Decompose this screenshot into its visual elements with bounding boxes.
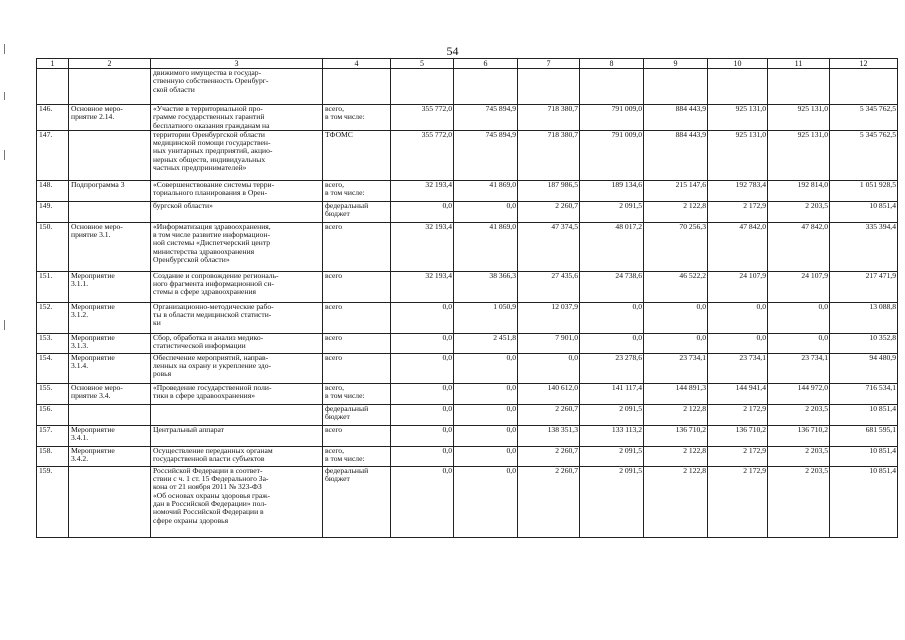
program-content-cell: бургской области» — [151, 201, 323, 222]
value-cell: 189 134,6 — [580, 180, 644, 201]
value-cell: 2 091,5 — [580, 446, 644, 466]
value-cell: 716 534,1 — [830, 383, 898, 404]
column-header: 12 — [830, 59, 898, 69]
value-cell: 745 894,9 — [454, 130, 518, 180]
value-cell: 0,0 — [454, 466, 518, 537]
program-name-cell: Основное меро- приятие 3.4. — [69, 383, 151, 404]
table-row — [37, 69, 898, 105]
column-header: 10 — [708, 59, 768, 69]
value-cell: 2 122,8 — [644, 446, 708, 466]
row-number-cell: 148. — [37, 180, 69, 201]
value-cell: 217 471,9 — [830, 271, 898, 302]
value-cell: 925 131,0 — [768, 105, 830, 131]
value-cell: 0,0 — [518, 353, 580, 383]
value-cell: 192 814,0 — [768, 180, 830, 201]
value-cell: 10 352,8 — [830, 333, 898, 353]
row-number-cell: 154. — [37, 353, 69, 383]
value-cell — [644, 69, 708, 105]
value-cell: 2 172,9 — [708, 466, 768, 537]
funding-source-cell: всего, в том числе: — [323, 446, 391, 466]
table-row — [37, 130, 898, 180]
funding-source-cell — [323, 69, 391, 105]
row-number-cell: 151. — [37, 271, 69, 302]
value-cell: 136 710,2 — [768, 425, 830, 446]
value-cell: 94 480,9 — [830, 353, 898, 383]
value-cell: 0,0 — [391, 425, 454, 446]
value-cell — [391, 69, 454, 105]
value-cell: 10 851,4 — [830, 201, 898, 222]
program-content-cell: Организационно-методические рабо- ты в области медицинской статисти- ки — [151, 302, 323, 333]
funding-source-cell: всего, в том числе: — [323, 383, 391, 404]
column-number-row — [37, 59, 898, 69]
funding-source-cell: всего, в том числе: — [323, 105, 391, 131]
table-row — [37, 333, 898, 353]
value-cell: 1 050,9 — [454, 302, 518, 333]
table-row — [37, 302, 898, 333]
value-cell: 0,0 — [391, 383, 454, 404]
table-row — [37, 425, 898, 446]
value-cell: 2 203,5 — [768, 404, 830, 425]
funding-source-cell: федеральный бюджет — [323, 201, 391, 222]
value-cell: 133 113,2 — [580, 425, 644, 446]
value-cell: 0,0 — [768, 302, 830, 333]
row-number-cell: 158. — [37, 446, 69, 466]
value-cell: 41 869,0 — [454, 180, 518, 201]
value-cell: 47 842,0 — [768, 222, 830, 271]
program-content-cell: территории Оренбургской области медицинской помощи государствен- ных унитарных предприятий, акцио- нерных обществ, индивидуальных частных предпринимателей» — [151, 130, 323, 180]
value-cell: 23 734,1 — [768, 353, 830, 383]
value-cell — [768, 69, 830, 105]
value-cell: 0,0 — [708, 333, 768, 353]
value-cell: 884 443,9 — [644, 105, 708, 131]
funding-source-cell: федеральный бюджет — [323, 404, 391, 425]
row-number-cell: 157. — [37, 425, 69, 446]
program-name-cell: Мероприятие 3.1.3. — [69, 333, 151, 353]
value-cell: 681 595,1 — [830, 425, 898, 446]
funding-source-cell: всего — [323, 271, 391, 302]
value-cell: 47 842,0 — [708, 222, 768, 271]
program-content-cell: Осуществление переданных органам государственной власти субъектов — [151, 446, 323, 466]
value-cell: 2 091,5 — [580, 466, 644, 537]
value-cell — [454, 69, 518, 105]
value-cell: 47 374,5 — [518, 222, 580, 271]
value-cell: 32 193,4 — [391, 222, 454, 271]
value-cell: 2 122,8 — [644, 404, 708, 425]
value-cell: 0,0 — [454, 201, 518, 222]
value-cell: 41 869,0 — [454, 222, 518, 271]
value-cell: 2 260,7 — [518, 404, 580, 425]
value-cell: 32 193,4 — [391, 180, 454, 201]
row-number-cell: 150. — [37, 222, 69, 271]
row-number-cell: 156. — [37, 404, 69, 425]
program-content-cell: «Проведение государственной поли- тики в сфере здравоохранения» — [151, 383, 323, 404]
value-cell: 144 941,4 — [708, 383, 768, 404]
program-name-cell: Подпрограмма 3 — [69, 180, 151, 201]
funding-source-cell: всего — [323, 425, 391, 446]
row-number-cell: 152. — [37, 302, 69, 333]
value-cell: 718 380,7 — [518, 105, 580, 131]
row-number-cell: 147. — [37, 130, 69, 180]
row-number-cell: 146. — [37, 105, 69, 131]
value-cell: 32 193,4 — [391, 271, 454, 302]
value-cell — [580, 69, 644, 105]
value-cell: 791 009,0 — [580, 130, 644, 180]
funding-source-cell: федеральный бюджет — [323, 466, 391, 537]
value-cell: 2 172,9 — [708, 446, 768, 466]
column-header: 7 — [518, 59, 580, 69]
value-cell: 2 091,5 — [580, 201, 644, 222]
value-cell: 48 017,2 — [580, 222, 644, 271]
program-name-cell: Мероприятие 3.1.1. — [69, 271, 151, 302]
value-cell: 0,0 — [391, 446, 454, 466]
value-cell: 0,0 — [454, 353, 518, 383]
value-cell: 0,0 — [768, 333, 830, 353]
value-cell: 7 901,0 — [518, 333, 580, 353]
value-cell: 2 203,5 — [768, 446, 830, 466]
funding-source-cell: ТФОМС — [323, 130, 391, 180]
value-cell: 2 260,7 — [518, 201, 580, 222]
program-content-cell: движимого имущества в государ- ственную собственность Оренбург- ской области — [151, 69, 323, 105]
value-cell: 46 522,2 — [644, 271, 708, 302]
table-row — [37, 271, 898, 302]
table-row — [37, 404, 898, 425]
value-cell: 0,0 — [454, 404, 518, 425]
program-content-cell: Российской Федерации в соответ- ствии с ч. 1 ст. 15 Федерального За- кона от 21 ноября 2011 № 323-ФЗ «Об основах охраны здоровья граж- дан в Российской Федерации» пол- номочий Российской Федерации в сфере охраны здоровья — [151, 466, 323, 537]
table-row — [37, 201, 898, 222]
value-cell: 2 172,9 — [708, 201, 768, 222]
value-cell: 718 380,7 — [518, 130, 580, 180]
value-cell: 0,0 — [580, 333, 644, 353]
value-cell: 2 122,8 — [644, 201, 708, 222]
row-number-cell — [37, 69, 69, 105]
value-cell: 144 972,0 — [768, 383, 830, 404]
value-cell: 925 131,0 — [708, 105, 768, 131]
value-cell: 0,0 — [644, 302, 708, 333]
row-number-cell: 155. — [37, 383, 69, 404]
value-cell: 0,0 — [644, 333, 708, 353]
program-content-cell: Обеспечение мероприятий, направ- ленных на охрану и укрепление здо- ровья — [151, 353, 323, 383]
value-cell: 0,0 — [391, 302, 454, 333]
row-number-cell: 149. — [37, 201, 69, 222]
table-row — [37, 105, 898, 131]
column-header: 11 — [768, 59, 830, 69]
program-name-cell: Мероприятие 3.1.4. — [69, 353, 151, 383]
value-cell: 10 851,4 — [830, 404, 898, 425]
value-cell: 745 894,9 — [454, 105, 518, 131]
value-cell: 215 147,6 — [644, 180, 708, 201]
value-cell: 141 117,4 — [580, 383, 644, 404]
column-header: 8 — [580, 59, 644, 69]
value-cell: 2 203,5 — [768, 466, 830, 537]
table-row — [37, 446, 898, 466]
value-cell: 24 738,6 — [580, 271, 644, 302]
value-cell: 884 443,9 — [644, 130, 708, 180]
program-name-cell — [69, 466, 151, 537]
value-cell: 0,0 — [391, 466, 454, 537]
value-cell: 355 772,0 — [391, 130, 454, 180]
column-header: 5 — [391, 59, 454, 69]
value-cell: 138 351,3 — [518, 425, 580, 446]
program-name-cell — [69, 130, 151, 180]
value-cell: 0,0 — [454, 383, 518, 404]
program-name-cell — [69, 404, 151, 425]
page-number: 54 — [446, 44, 459, 58]
program-content-cell: Центральный аппарат — [151, 425, 323, 446]
program-content-cell: «Участие в территориальной про- грамме государственных гарантий бесплатного оказания гражданам на — [151, 105, 323, 131]
value-cell: 70 256,3 — [644, 222, 708, 271]
program-content-cell — [151, 404, 323, 425]
value-cell: 0,0 — [391, 353, 454, 383]
value-cell: 136 710,2 — [708, 425, 768, 446]
value-cell: 0,0 — [454, 446, 518, 466]
value-cell: 192 783,4 — [708, 180, 768, 201]
table-row — [37, 466, 898, 537]
value-cell: 12 037,9 — [518, 302, 580, 333]
program-content-cell: Создание и сопровождение региональ- ного фрагмента информационной си- стемы в сфере здравоохранения — [151, 271, 323, 302]
table-row — [37, 180, 898, 201]
scan-margin-mark — [4, 44, 5, 54]
program-name-cell — [69, 201, 151, 222]
value-cell: 355 772,0 — [391, 105, 454, 131]
program-name-cell: Мероприятие 3.1.2. — [69, 302, 151, 333]
value-cell: 2 203,5 — [768, 201, 830, 222]
value-cell: 140 612,0 — [518, 383, 580, 404]
value-cell: 925 131,0 — [768, 130, 830, 180]
program-content-cell: «Информатизация здравоохранения, в том числе развитие информацион- ной системы «Диспетчерский центр министерства здравоохранения Оренбургской области» — [151, 222, 323, 271]
funding-source-cell: всего — [323, 353, 391, 383]
program-name-cell: Основное меро- приятие 3.1. — [69, 222, 151, 271]
funding-source-cell: всего, в том числе: — [323, 180, 391, 201]
funding-source-cell: всего — [323, 302, 391, 333]
value-cell — [830, 69, 898, 105]
value-cell: 23 734,1 — [708, 353, 768, 383]
funding-source-cell: всего — [323, 222, 391, 271]
value-cell: 1 051 928,5 — [830, 180, 898, 201]
value-cell: 5 345 762,5 — [830, 105, 898, 131]
column-header: 1 — [37, 59, 69, 69]
value-cell: 24 107,9 — [768, 271, 830, 302]
value-cell: 27 435,6 — [518, 271, 580, 302]
value-cell: 10 851,4 — [830, 446, 898, 466]
table-row — [37, 383, 898, 404]
program-name-cell: Мероприятие 3.4.1. — [69, 425, 151, 446]
value-cell: 791 009,0 — [580, 105, 644, 131]
value-cell: 2 260,7 — [518, 446, 580, 466]
value-cell: 187 986,5 — [518, 180, 580, 201]
scan-margin-mark — [4, 92, 5, 100]
funding-source-cell: всего — [323, 333, 391, 353]
value-cell: 144 891,3 — [644, 383, 708, 404]
value-cell: 0,0 — [454, 425, 518, 446]
row-number-cell: 153. — [37, 333, 69, 353]
value-cell: 925 131,0 — [708, 130, 768, 180]
program-content-cell: Сбор, обработка и анализ медико- статистической информации — [151, 333, 323, 353]
value-cell: 2 122,8 — [644, 466, 708, 537]
column-header: 2 — [69, 59, 151, 69]
value-cell: 38 366,3 — [454, 271, 518, 302]
budget-table — [36, 58, 898, 538]
value-cell: 23 278,6 — [580, 353, 644, 383]
value-cell: 5 345 762,5 — [830, 130, 898, 180]
value-cell: 2 451,8 — [454, 333, 518, 353]
scan-margin-mark — [4, 150, 5, 160]
scan-margin-mark — [4, 320, 5, 330]
column-header: 4 — [323, 59, 391, 69]
value-cell: 0,0 — [580, 302, 644, 333]
value-cell: 2 260,7 — [518, 466, 580, 537]
value-cell: 2 091,5 — [580, 404, 644, 425]
row-number-cell: 159. — [37, 466, 69, 537]
column-header: 3 — [151, 59, 323, 69]
value-cell: 136 710,2 — [644, 425, 708, 446]
table-row — [37, 222, 898, 271]
table-row — [37, 353, 898, 383]
value-cell: 0,0 — [708, 302, 768, 333]
value-cell: 23 734,1 — [644, 353, 708, 383]
value-cell: 0,0 — [391, 404, 454, 425]
value-cell: 24 107,9 — [708, 271, 768, 302]
value-cell — [518, 69, 580, 105]
value-cell: 0,0 — [391, 333, 454, 353]
column-header: 9 — [644, 59, 708, 69]
value-cell: 335 394,4 — [830, 222, 898, 271]
value-cell: 10 851,4 — [830, 466, 898, 537]
program-content-cell: «Совершенствование системы терри- ториального планирования в Орен- — [151, 180, 323, 201]
value-cell — [708, 69, 768, 105]
program-name-cell: Основное меро- приятие 2.14. — [69, 105, 151, 131]
value-cell: 2 172,9 — [708, 404, 768, 425]
program-name-cell: Мероприятие 3.4.2. — [69, 446, 151, 466]
program-name-cell — [69, 69, 151, 105]
column-header: 6 — [454, 59, 518, 69]
value-cell: 0,0 — [391, 201, 454, 222]
value-cell: 13 088,8 — [830, 302, 898, 333]
